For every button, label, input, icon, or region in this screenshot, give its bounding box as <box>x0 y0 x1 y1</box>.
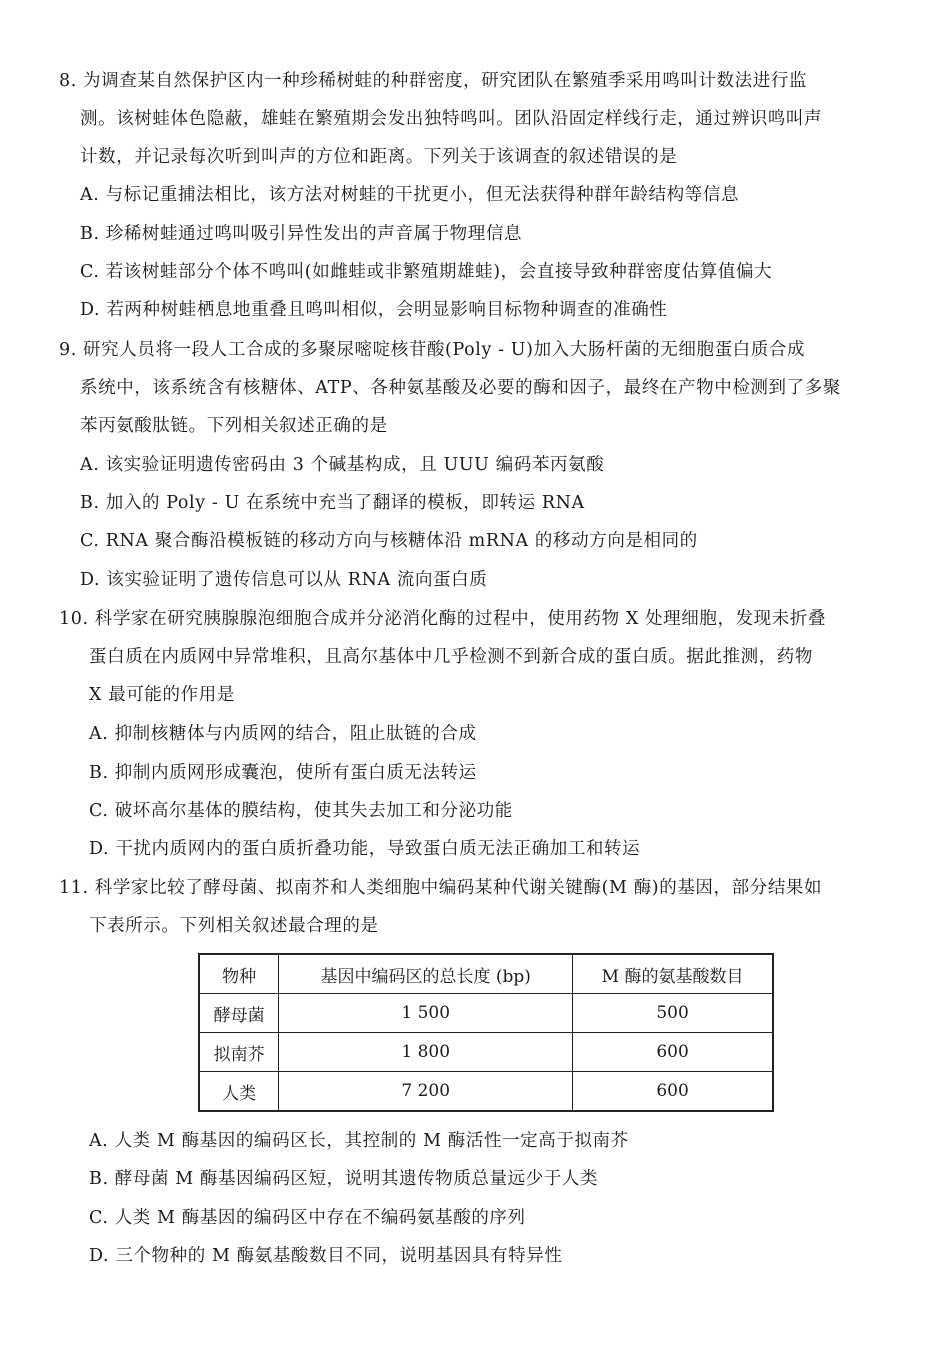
q8-option-c: C. 若该树蛙部分个体不鸣叫(如雌蛙或非繁殖期雄蛙)，会直接导致种群密度估算值偏大 <box>80 262 773 282</box>
cell-species: 人类 <box>199 1072 279 1112</box>
table-row <box>199 1033 773 1072</box>
q10-option-d: D. 干扰内质网内的蛋白质折叠功能，导致蛋白质无法正确加工和转运 <box>89 839 641 859</box>
q11-stem-line-2: 下表所示。下列相关叙述最合理的是 <box>89 916 379 936</box>
header-species: 物种 <box>199 954 279 994</box>
q11-option-c: C. 人类 M 酶基因的编码区中存在不编码氨基酸的序列 <box>89 1208 526 1228</box>
q9-stem-line-3: 苯丙氨酸肽链。下列相关叙述正确的是 <box>80 416 388 436</box>
header-coding-length: 基因中编码区的总长度 (bp) <box>279 954 573 994</box>
q9-option-a: A. 该实验证明遗传密码由 3 个碱基构成，且 UUU 编码苯丙氨酸 <box>80 455 605 475</box>
q8-stem-line-1: 8. 为调查某自然保护区内一种珍稀树蛙的种群密度，研究团队在繁殖季采用鸣叫计数法进行监 <box>59 71 808 91</box>
q9-stem-line-1: 9. 研究人员将一段人工合成的多聚尿嘧啶核苷酸(Poly - U)加入大肠杆菌的无细胞蛋白质合成 <box>59 340 806 360</box>
q10-stem-line-3: X 最可能的作用是 <box>89 685 235 705</box>
q9-option-c: C. RNA 聚合酶沿模板链的移动方向与核糖体沿 mRNA 的移动方向是相同的 <box>80 531 698 551</box>
table-row <box>199 1072 773 1112</box>
q9-stem-line-2: 系统中，该系统含有核糖体、ATP、各种氨基酸及必要的酶和因子，最终在产物中检测到了多聚 <box>80 378 841 398</box>
q8-option-d: D. 若两种树蛙栖息地重叠且鸣叫相似，会明显影响目标物种调查的准确性 <box>80 300 668 320</box>
q9-option-d: D. 该实验证明了遗传信息可以从 RNA 流向蛋白质 <box>80 570 488 590</box>
cell-coding-length: 1 500 <box>279 994 573 1033</box>
q10-stem-line-2: 蛋白质在内质网中异常堆积，且高尔基体中几乎检测不到新合成的蛋白质。据此推测，药物 <box>89 647 813 667</box>
q10-option-a: A. 抑制核糖体与内质网的结合，阻止肽链的合成 <box>89 724 477 744</box>
table-row <box>199 994 773 1033</box>
q9-option-b: B. 加入的 Poly - U 在系统中充当了翻译的模板，即转运 RNA <box>80 493 585 513</box>
q11-option-a: A. 人类 M 酶基因的编码区长，其控制的 M 酶活性一定高于拟南芥 <box>89 1131 629 1151</box>
cell-species: 酵母菌 <box>199 994 279 1033</box>
q8-option-a: A. 与标记重捕法相比，该方法对树蛙的干扰更小，但无法获得种群年龄结构等信息 <box>80 185 740 205</box>
cell-amino-acid-count: 600 <box>573 1072 773 1112</box>
table-header-row <box>199 954 773 994</box>
cell-species: 拟南芥 <box>199 1033 279 1072</box>
q10-stem-line-1: 10. 科学家在研究胰腺腺泡细胞合成并分泌消化酶的过程中，使用药物 X 处理细胞，发现未折叠 <box>59 609 827 629</box>
gene-comparison-table <box>198 953 774 1112</box>
q10-option-b: B. 抑制内质网形成囊泡，使所有蛋白质无法转运 <box>89 763 477 783</box>
cell-amino-acid-count: 600 <box>573 1033 773 1072</box>
q11-option-d: D. 三个物种的 M 酶氨基酸数目不同，说明基因具有特异性 <box>89 1246 563 1266</box>
cell-coding-length: 7 200 <box>279 1072 573 1112</box>
q11-stem-line-1: 11. 科学家比较了酵母菌、拟南芥和人类细胞中编码某种代谢关键酶(M 酶)的基因，部分结果如 <box>59 878 823 898</box>
q11-option-b: B. 酵母菌 M 酶基因编码区短，说明其遗传物质总量远少于人类 <box>89 1169 599 1189</box>
q8-stem-line-3: 计数，并记录每次听到叫声的方位和距离。下列关于该调查的叙述错误的是 <box>80 147 678 167</box>
header-amino-acid-count: M 酶的氨基酸数目 <box>573 954 773 994</box>
q8-option-b: B. 珍稀树蛙通过鸣叫吸引异性发出的声音属于物理信息 <box>80 224 523 244</box>
q8-stem-line-2: 测。该树蛙体色隐蔽，雄蛙在繁殖期会发出独特鸣叫。团队沿固定样线行走，通过辨识鸣叫声 <box>80 109 823 129</box>
cell-amino-acid-count: 500 <box>573 994 773 1033</box>
cell-coding-length: 1 800 <box>279 1033 573 1072</box>
q10-option-c: C. 破坏高尔基体的膜结构，使其失去加工和分泌功能 <box>89 801 513 821</box>
